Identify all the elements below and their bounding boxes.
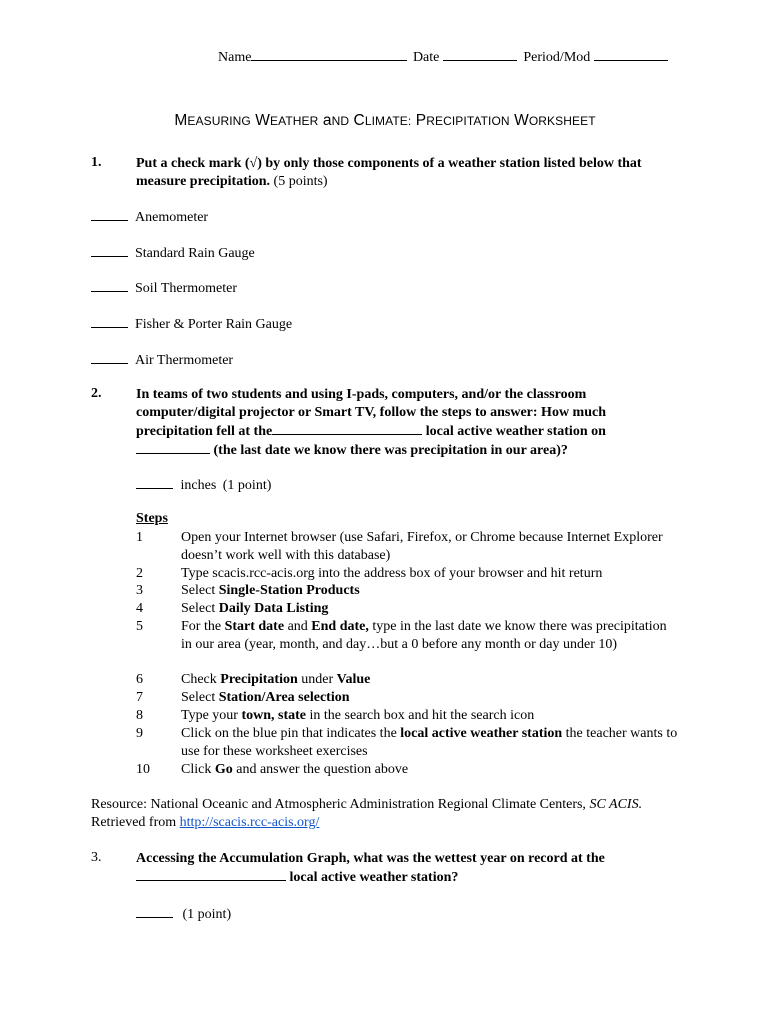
date-label: Date	[412, 50, 440, 65]
step-number: 3	[136, 583, 143, 598]
q1-option[interactable]	[91, 208, 208, 226]
resource-retrieved: Retrieved from	[91, 815, 177, 830]
period-label: Period/Mod	[523, 50, 591, 65]
step-text: Check Precipitation under Value	[181, 672, 371, 687]
q1-text	[136, 155, 676, 191]
q3-text-part2: local active weather station?	[289, 870, 459, 885]
inches-blank[interactable]	[136, 476, 173, 489]
year-blank[interactable]	[136, 905, 173, 918]
resource-citation	[91, 796, 671, 832]
q1-question: Put a check mark (√) by only those components of a weather station listed below that measure precipitation.	[136, 156, 642, 189]
step-number: 7	[136, 690, 143, 705]
q1-number: 1.	[91, 155, 102, 170]
step-number: 8	[136, 708, 143, 723]
checkbox-blank[interactable]	[91, 315, 128, 328]
checkbox-blank[interactable]	[91, 244, 128, 257]
option-label: Standard Rain Gauge	[135, 246, 255, 261]
page-title: MEASURING WEATHER aND CLIMATE: PRECIPITATION WORKSHEET	[174, 112, 596, 129]
q1-option[interactable]	[91, 279, 237, 297]
step-number: 5	[136, 619, 143, 634]
step-text: Type your town, state in the search box and hit the search icon	[181, 708, 535, 723]
checkbox-blank[interactable]	[91, 208, 128, 221]
q2-text	[136, 386, 656, 460]
option-label: Anemometer	[135, 210, 209, 225]
step-number: 6	[136, 672, 143, 687]
step-text: Select Single-Station Products	[181, 583, 360, 598]
step-number: 4	[136, 601, 143, 616]
q1-option[interactable]	[91, 244, 255, 262]
step-text: Open your Internet browser (use Safari, Firefox, or Chrome because Internet Explorer doesn’t work well with this database)	[181, 530, 663, 563]
q2-number: 2.	[91, 386, 102, 401]
q3-text-part1: Accessing the Accumulation Graph, what was the wettest year on record at the	[136, 851, 605, 866]
q2-answer	[136, 476, 271, 494]
checkbox-blank[interactable]	[91, 351, 128, 364]
q1-points: (5 points)	[273, 174, 328, 189]
q2-text-part2: local active weather station on	[425, 424, 606, 439]
q2-text-part1: In teams of two students and using I-pads, computers, and/or the classroom computer/digital projector or Smart TV, follow the steps to answer: How much precipitation fell at the	[136, 387, 606, 439]
checkbox-blank[interactable]	[91, 279, 128, 292]
q2-answer-points: (1 point)	[222, 478, 272, 493]
step-text: Click on the blue pin that indicates the local active weather station the teacher wants to use for these worksheet exercises	[181, 726, 678, 759]
step-text: Type scacis.rcc-acis.org into the address box of your browser and hit return	[181, 566, 603, 581]
resource-link[interactable]: http://scacis.rcc-acis.org/	[179, 815, 320, 830]
q2-answer-unit: inches	[180, 478, 217, 493]
name-label: Name	[218, 50, 252, 65]
step-text: Select Daily Data Listing	[181, 601, 329, 616]
date-answer-blank[interactable]	[136, 441, 210, 454]
header-fields	[218, 48, 668, 66]
q1-option[interactable]	[91, 351, 233, 369]
step-text: Select Station/Area selection	[181, 690, 350, 705]
date-blank[interactable]	[443, 48, 517, 61]
step-text: For the Start date and End date, type in the last date we know there was precipitation in our area (year, month, and day…but a 0 before any month or day under 10)	[181, 619, 667, 652]
option-label: Air Thermometer	[135, 353, 234, 368]
q3-text	[136, 850, 656, 887]
step-number: 9	[136, 726, 143, 741]
steps-heading: Steps	[136, 511, 168, 526]
resource-prefix: Resource: National Oceanic and Atmospheric Administration Regional Climate Centers,	[91, 797, 586, 812]
step-number: 1	[136, 530, 143, 545]
q1-option[interactable]	[91, 315, 292, 333]
step-number: 2	[136, 566, 143, 581]
step-number: 10	[136, 762, 150, 777]
resource-source: SC ACIS.	[589, 797, 643, 812]
option-label: Fisher & Porter Rain Gauge	[135, 317, 293, 332]
option-label: Soil Thermometer	[135, 281, 237, 296]
q3-points: (1 point)	[182, 907, 232, 922]
q3-answer	[136, 905, 231, 923]
station-blank[interactable]	[136, 868, 286, 881]
q3-number: 3.	[91, 850, 102, 865]
name-blank[interactable]	[251, 48, 407, 61]
station-blank[interactable]	[272, 422, 422, 435]
q2-text-part3: (the last date we know there was precipitation in our area)?	[213, 443, 568, 458]
period-blank[interactable]	[594, 48, 668, 61]
step-text: Click Go and answer the question above	[181, 762, 409, 777]
